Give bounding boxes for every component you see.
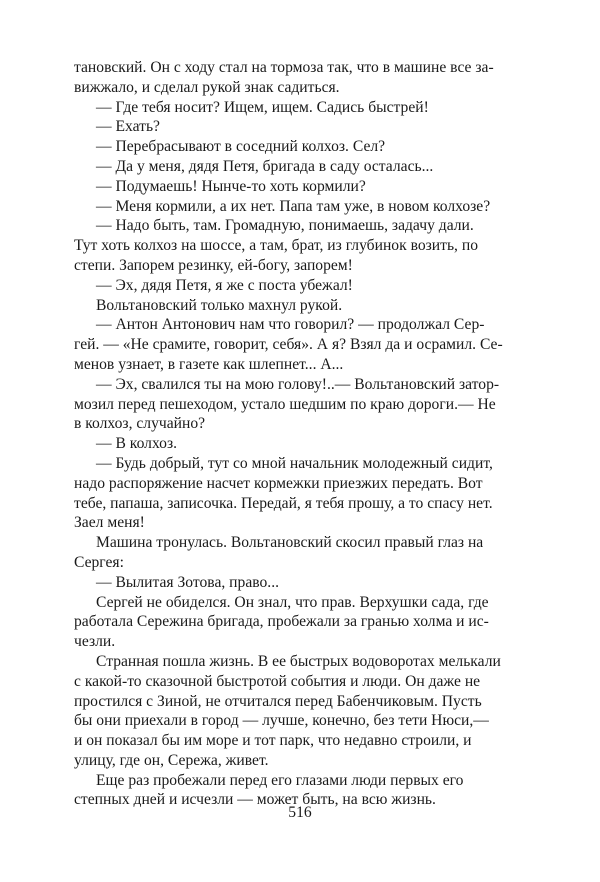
text-line: тебе, папаша, записочка. Передай, я тебя прошу, а то спасу нет. [74, 494, 493, 512]
page-body [74, 58, 532, 810]
text-line: — В колхоз. [96, 435, 178, 453]
text-line: — Подумаешь! Нынче-то хоть кормили? [96, 177, 366, 195]
text-line: чезли. [74, 633, 116, 651]
text-line: — Перебрасывают в соседний колхоз. Сел? [96, 138, 386, 156]
text-line: — Да у меня, дядя Петя, бригада в саду осталась... [96, 157, 434, 175]
text-line: бы они приехали в город — лучше, конечно, без тети Нюси,— [74, 712, 489, 730]
text-line: Сергей не обиделся. Он знал, что прав. Верхушки сада, где [96, 593, 489, 611]
text-line: работала Сережина бригада, пробежали за гранью холма и ис- [74, 613, 489, 631]
text-line: менов узнает, в газете как шлепнет... А... [74, 355, 344, 373]
text-line: — Надо быть, там. Громадную, понимаешь, задачу дали. [96, 217, 474, 235]
text-line: степи. Запорем резинку, ей-богу, запорем! [74, 256, 353, 274]
text-line: — Антон Антонович нам что говорил? — продолжал Сер- [96, 316, 485, 334]
text-line: простился с Зиной, не отчитался перед Бабенчиковым. Пусть [74, 692, 482, 710]
text-line: — Где тебя носит? Ищем, ищем. Садись быстрей! [96, 98, 429, 116]
text-line: Вольтановский только махнул рукой. [96, 296, 343, 314]
text-line: — Эх, свалился ты на мою голову!..— Вольтановский затор- [96, 375, 500, 393]
text-line: тановский. Он с ходу стал на тормоза так, что в машине все за- [74, 59, 494, 76]
page-number: 516 [288, 804, 312, 821]
text-line: вижжало, и сделал рукой знак садиться. [74, 78, 340, 96]
text-line: улицу, где он, Сережа, живет. [74, 751, 269, 769]
text-line: — Вылитая Зотова, право... [96, 573, 279, 591]
text-line: — Ехать? [96, 118, 160, 136]
text-line: с какой-то сказочной быстротой события и люди. Он даже не [74, 672, 481, 690]
text-line: степных дней и исчезли — может быть, на всю жизнь. [74, 791, 436, 809]
text-line: надо распоряжение насчет кормежки приезжих передать. Вот [74, 474, 483, 492]
text-line: Сергея: [74, 553, 124, 571]
text-line: Машина тронулась. Вольтановский скосил правый глаз на [96, 534, 484, 552]
text-line: мозил перед пешеходом, устало шедшим по краю дороги.— Не [74, 395, 496, 413]
text-line: гей. — «Не срамите, говорит, себя». А я? Взял да и осрамил. Се- [74, 336, 503, 354]
text-line: — Эх, дядя Петя, я же с поста убежал! [96, 276, 353, 294]
text-line: Заел меня! [74, 514, 145, 532]
text-line: и он показал бы им море и тот парк, что недавно строили, и [74, 732, 472, 750]
text-line: — Меня кормили, а их нет. Папа там уже, в новом колхозе? [96, 197, 491, 215]
text-line: Тут хоть колхоз на шоссе, а там, брат, из глубинок возить, по [74, 237, 478, 255]
text-line: — Будь добрый, тут со мной начальник молодежный сидит, [96, 454, 493, 472]
text-line: Странная пошла жизнь. В ее быстрых водоворотах мелькали [96, 652, 501, 670]
text-line: Еще раз пробежали перед его глазами люди первых его [96, 771, 464, 789]
text-line: в колхоз, случайно? [74, 415, 206, 433]
